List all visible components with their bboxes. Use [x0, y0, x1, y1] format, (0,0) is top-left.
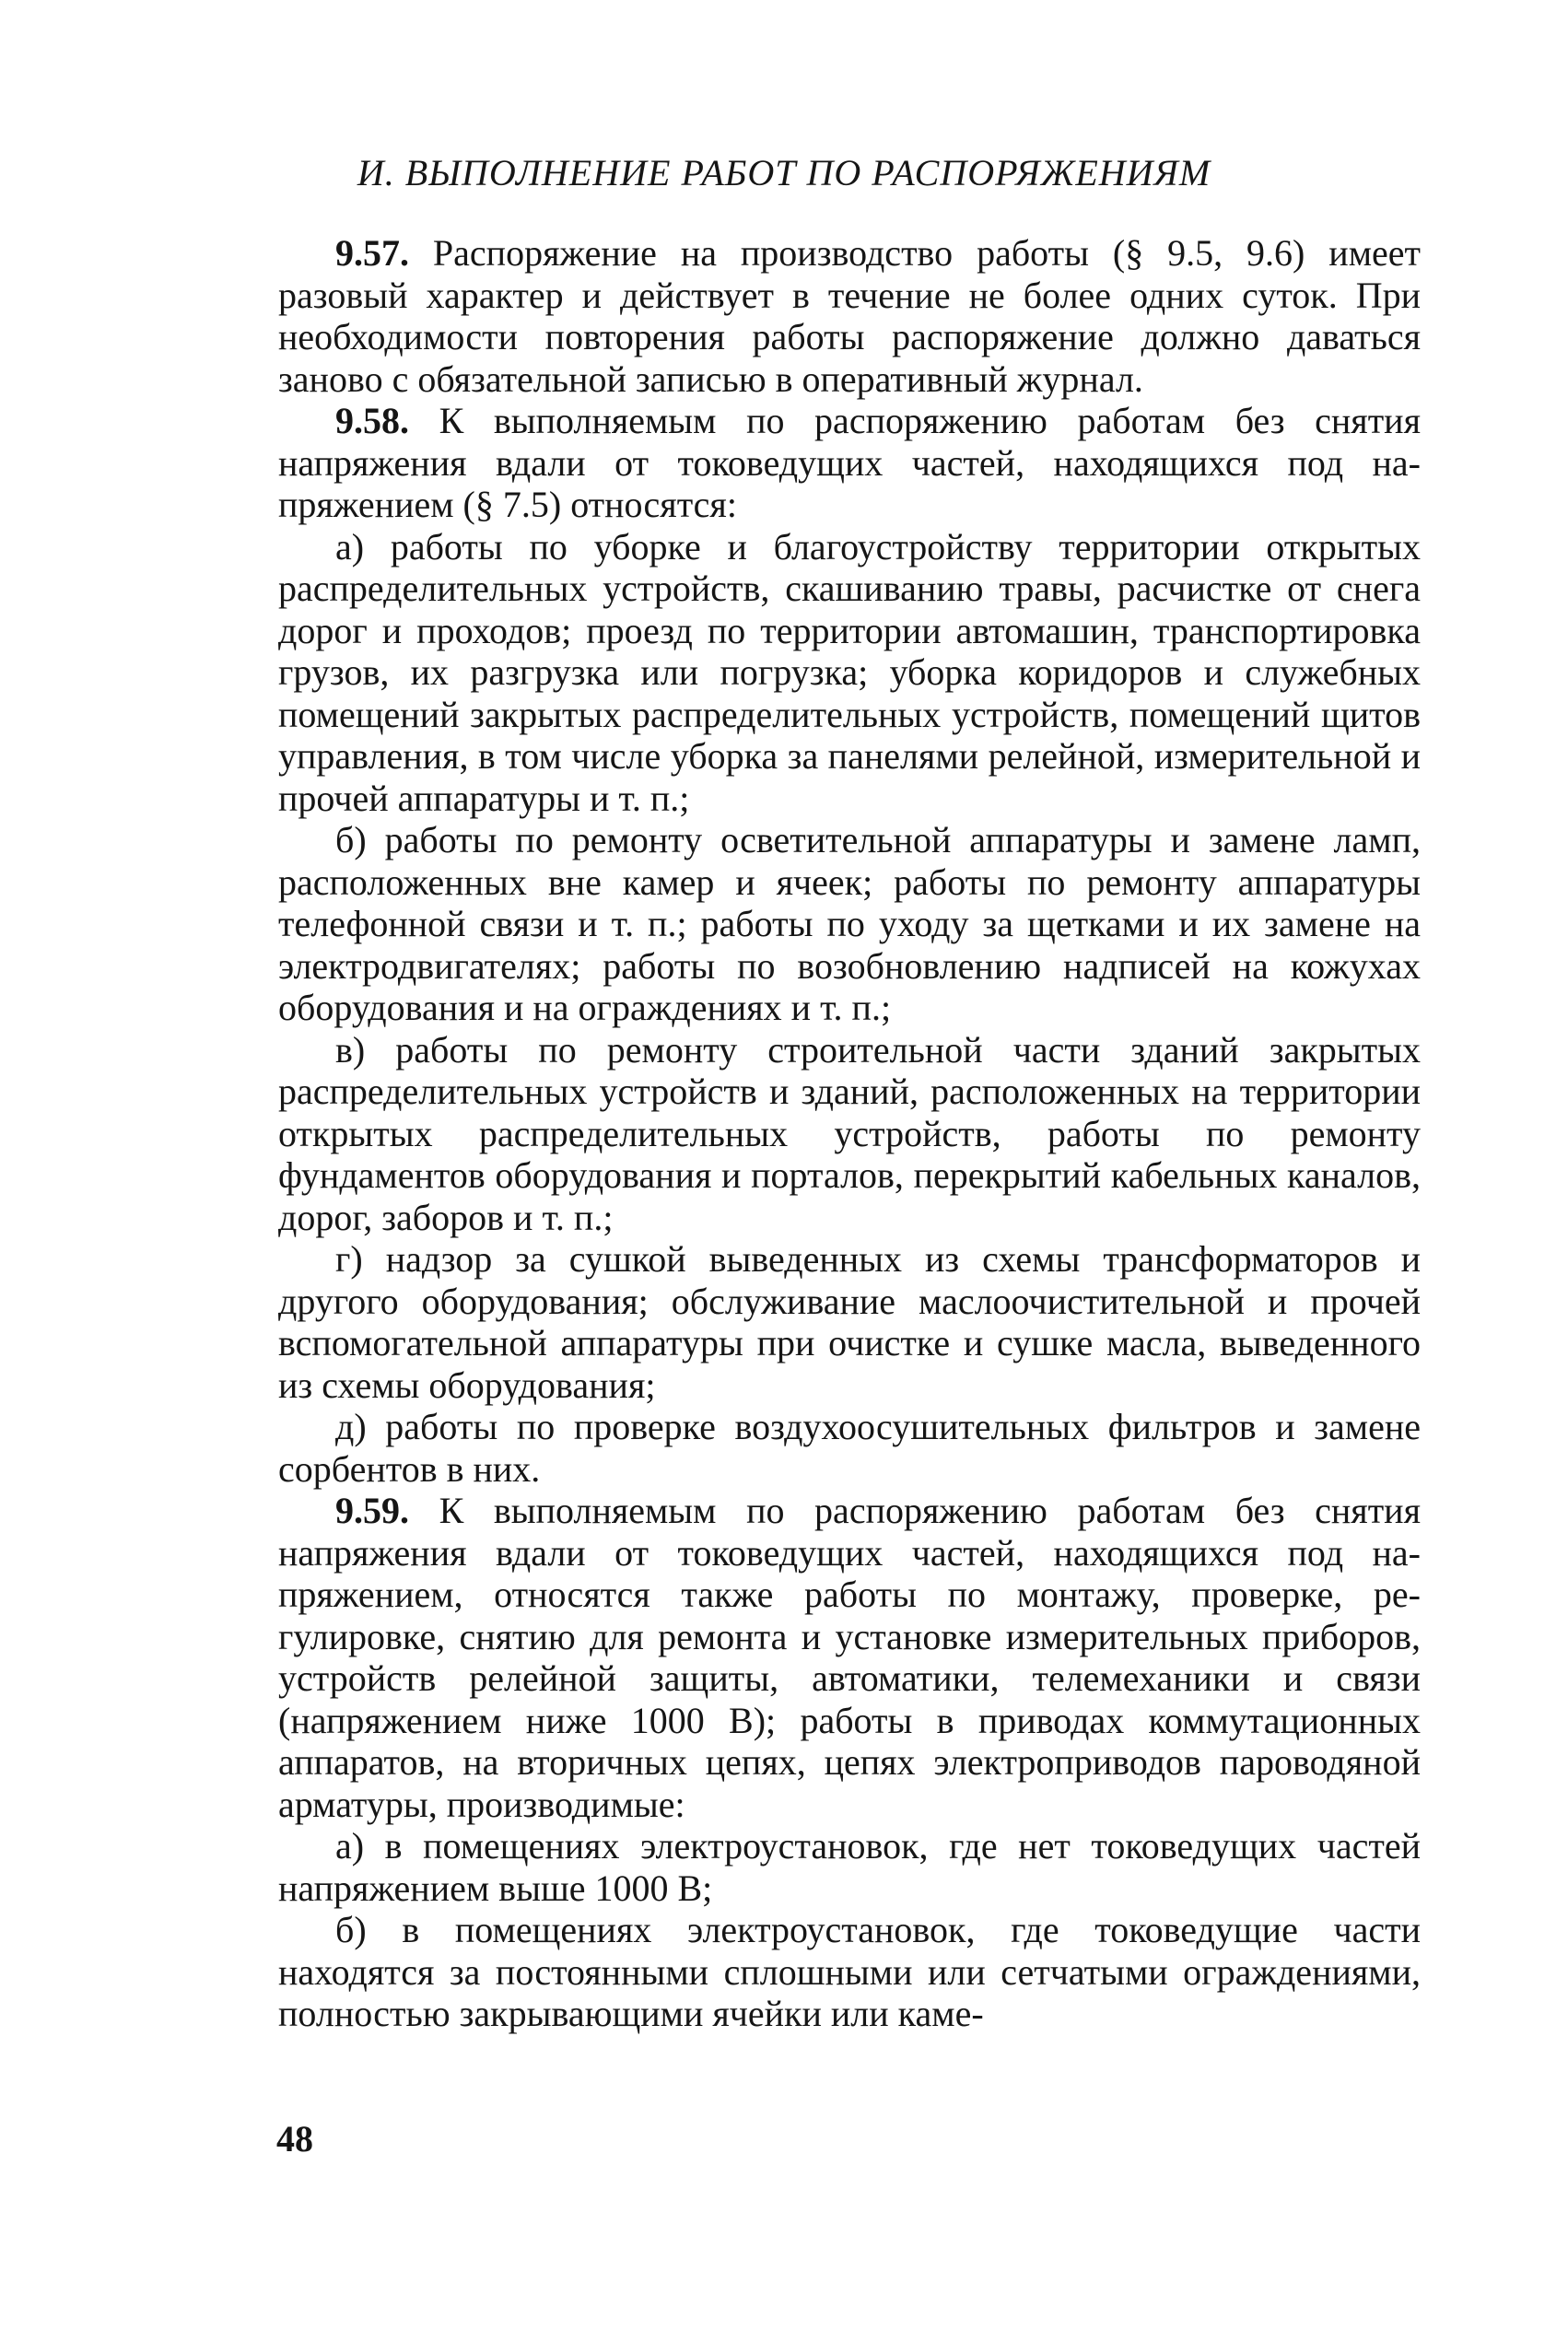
paragraph-9-59 — [278, 1490, 1421, 1825]
paragraph-text: К выполняемым по распоряжению работам без снятия напряжения вдали от токоведущих частей, находящихся под напряжением, относятся также работы по монтажу, проверке, регулировке, снятию для ремонта и установке измерительных приборов, устройств релейной защиты, автоматики, телемеханики и связи (напряжением ниже 1000 В); работы в приводах коммутационных аппаратов, на вторичных цепях, цепях электроприводов пароводяной арматуры, производимые: — [278, 1490, 1421, 1825]
paragraph-text: а) работы по уборке и благоустройству территории открытых распределительных устройств, скашиванию травы, расчистке от снега дорог и проходов; проезд по территории автомашин, транспортировка грузов, их разгрузка или погрузка; уборка коридоров и служебных помещений закрытых распределительных устройств, помещений щитов управления, в том числе уборка за панелями релейной, измерительной и прочей аппаратуры и т. п.; — [278, 525, 1421, 819]
paragraph-text: б) работы по ремонту осветительной аппаратуры и замене ламп, расположенных вне камер и ячеек; работы по ремонту аппаратуры телефонной связи и т. п.; работы по уходу за щетками и их замене на электродвигателях; работы по возобновлению надписей на кожухах оборудования и на ограждениях и т. п.; — [278, 819, 1421, 1028]
list-item-v — [278, 1029, 1421, 1239]
page-number: 48 — [276, 2118, 313, 2159]
paragraph-text: а) в помещениях электроустановок, где нет токоведущих частей напряжением выше 1000 В; — [278, 1825, 1421, 1909]
body-text — [278, 232, 1421, 2035]
list-item-a — [278, 526, 1421, 820]
paragraph-text: Распоряжение на производство работы (§ 9.5, 9.6) имеет разовый характер и действует в течение не более одних суток. При необходимости повторения работы распоряжение должно даваться заново с обязательной записью в оперативный журнал. — [278, 232, 1421, 400]
paragraph-text: г) надзор за сушкой выведенных из схемы трансформаторов и другого оборудования; обслуживание маслоочистительной и прочей вспомогательной аппаратуры при очистке и сушке масла, выведенного из схемы оборудования; — [278, 1238, 1421, 1406]
clause-number: 9.58. — [335, 400, 409, 441]
paragraph-9-58 — [278, 400, 1421, 526]
list-item-d — [278, 1406, 1421, 1490]
section-heading: И. ВЫПОЛНЕНИЕ РАБОТ ПО РАСПОРЯЖЕНИЯМ — [357, 152, 1211, 193]
clause-number: 9.59. — [335, 1490, 409, 1531]
list-item-g — [278, 1238, 1421, 1406]
paragraph-text: д) работы по проверке воздухоосушительных фильтров и замене сорбентов в них. — [278, 1406, 1421, 1490]
list-item-a-2 — [278, 1825, 1421, 1909]
list-item-b — [278, 819, 1421, 1029]
paragraph-text: б) в помещениях электроустановок, где токоведущие части находятся за постоянными сплошными или сетчатыми ограждениями, полностью закрывающими ячейки или каме- — [278, 1909, 1421, 2034]
paragraph-text: в) работы по ремонту строительной части зданий закрытых распределительных устройств и зданий, расположенных на территории открытых распределительных устройств, работы по ремонту фундаментов оборудования и порталов, перекрытий кабельных каналов, дорог, заборов и т. п.; — [278, 1028, 1421, 1238]
paragraph-text: К выполняемым по распоряжению работам без снятия напряжения вдали от токоведущих частей, находящихся под напряжением (§ 7.5) относятся: — [278, 400, 1421, 525]
clause-number: 9.57. — [335, 232, 409, 274]
paragraph-9-57 — [278, 232, 1421, 400]
list-item-b-2 — [278, 1909, 1421, 2035]
